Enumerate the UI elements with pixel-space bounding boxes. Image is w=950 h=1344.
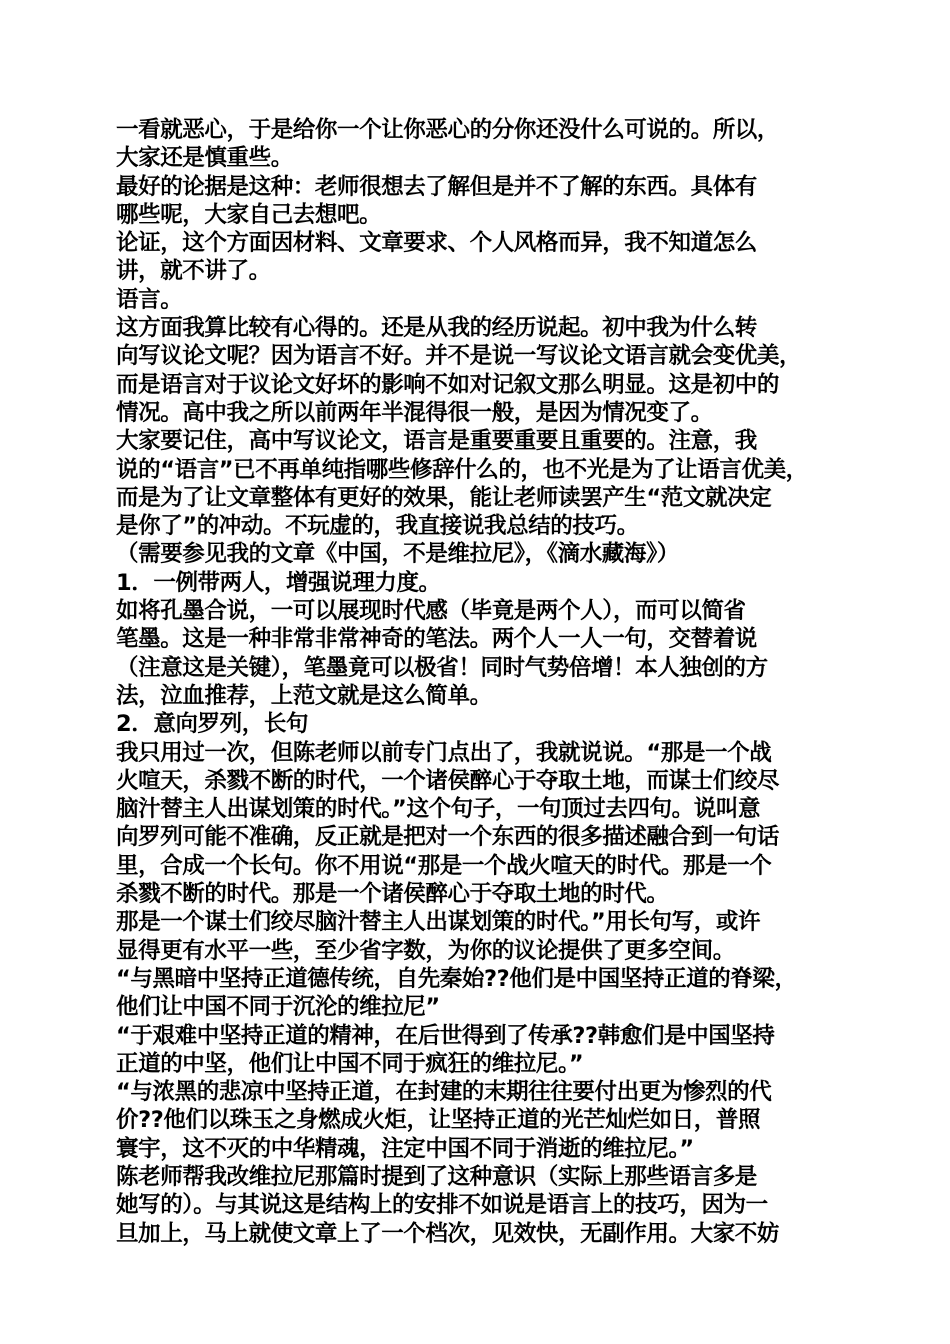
text-line: 说的“语言”已不再单纯指哪些修辞什么的，也不光是为了让语言优美，	[116, 456, 808, 483]
text-line: 向写议论文呢？因为语言不好。并不是说一写议论文语言就会变优美，	[116, 343, 802, 370]
text-line: 法，泣血推荐，上范文就是这么简单。	[116, 682, 492, 709]
text-line: 旦加上，马上就使文章上了一个档次，见效快，无副作用。大家不妨	[116, 1220, 780, 1247]
text-line: 那是一个谋士们绞尽脑汁替主人出谋划策的时代。”用长句写，或许	[116, 909, 761, 936]
text-line: 最好的论据是这种：老师很想去了解但是并不了解的东西。具体有	[116, 173, 757, 200]
text-line: 价??他们以珠玉之身燃成火炬，让坚持正道的光芒灿烂如日，普照	[116, 1107, 761, 1134]
text-line: 而是为了让文章整体有更好的效果，能让老师读罢产生“范文就决定	[116, 484, 772, 511]
text-line: 2．意向罗列，长句	[116, 711, 309, 738]
text-line: 里，合成一个长句。你不用说“那是一个战火喧天的时代。那是一个	[116, 852, 772, 879]
text-line: 我只用过一次，但陈老师以前专门点出了，我就说说。“那是一个战	[116, 739, 772, 766]
document-body	[116, 116, 851, 1248]
text-line: 她写的）。与其说这是结构上的安排不如说是语言上的技巧，因为一	[116, 1192, 768, 1219]
text-line: 火喧天，杀戮不断的时代，一个诸侯醉心于夺取土地，而谋士们绞尽	[116, 767, 780, 794]
text-line: 他们让中国不同于沉沦的维拉尼”	[116, 994, 440, 1021]
text-line: 讲，就不讲了。	[116, 258, 271, 285]
text-line: （需要参见我的文章《中国，不是维拉尼》，《滴水藏海》）	[116, 541, 679, 568]
text-line: 如将孔墨合说，一可以展现时代感（毕竟是两个人），而可以简省	[116, 598, 746, 625]
text-line: 陈老师帮我改维拉尼那篇时提到了这种意识（实际上那些语言多是	[116, 1163, 757, 1190]
text-line: 哪些呢，大家自己去想吧。	[116, 201, 382, 228]
text-line: 寰宇，这不灭的中华精魂，注定中国不同于消逝的维拉尼。”	[116, 1135, 694, 1162]
text-line: 正道的中坚，他们让中国不同于疯狂的维拉尼。”	[116, 1050, 584, 1077]
text-line: 这方面我算比较有心得的。还是从我的经历说起。初中我为什么转	[116, 315, 757, 342]
text-line: “于艰难中坚持正道的精神，在后世得到了传承??韩愈们是中国坚持	[116, 1022, 775, 1049]
text-line: （注意这是关键），笔墨竟可以极省！同时气势倍增！本人独创的方	[116, 654, 768, 681]
text-line: 大家还是慎重些。	[116, 145, 293, 172]
text-line: 是你了”的冲动。不玩虚的，我直接说我总结的技巧。	[116, 513, 639, 540]
text-line: 情况。高中我之所以前两年半混得很一般，是因为情况变了。	[116, 399, 713, 426]
text-line: “与黑暗中坚持正道德传统，自先秦始??他们是中国坚持正道的脊梁，	[116, 965, 797, 992]
text-line: 论证，这个方面因材料、文章要求、个人风格而异，我不知道怎么	[116, 230, 757, 257]
text-line: “与浓黑的悲凉中坚持正道，在封建的末期往往要付出更为惨烈的代	[116, 1079, 772, 1106]
text-line: 向罗列可能不准确，反正就是把对一个东西的很多描述融合到一句话	[116, 824, 780, 851]
text-line: 大家要记住，高中写议论文，语言是重要重要且重要的。注意，我	[116, 428, 757, 455]
text-line: 脑汁替主人出谋划策的时代。”这个句子，一句顶过去四句。说叫意	[116, 796, 761, 823]
text-line: 显得更有水平一些，至少省字数，为你的议论提供了更多空间。	[116, 937, 735, 964]
text-line: 而是语言对于议论文好坏的影响不如对记叙文那么明显。这是初中的	[116, 371, 780, 398]
text-line: 语言。	[116, 286, 183, 313]
text-line: 杀戮不断的时代。那是一个诸侯醉心于夺取土地的时代。	[116, 881, 669, 908]
text-line: 笔墨。这是一种非常非常神奇的笔法。两个人一人一句，交替着说	[116, 626, 757, 653]
text-line: 1．一例带两人，增强说理力度。	[116, 569, 441, 596]
text-line: 一看就恶心，于是给你一个让你恶心的分你还没什么可说的。所以，	[116, 117, 780, 143]
